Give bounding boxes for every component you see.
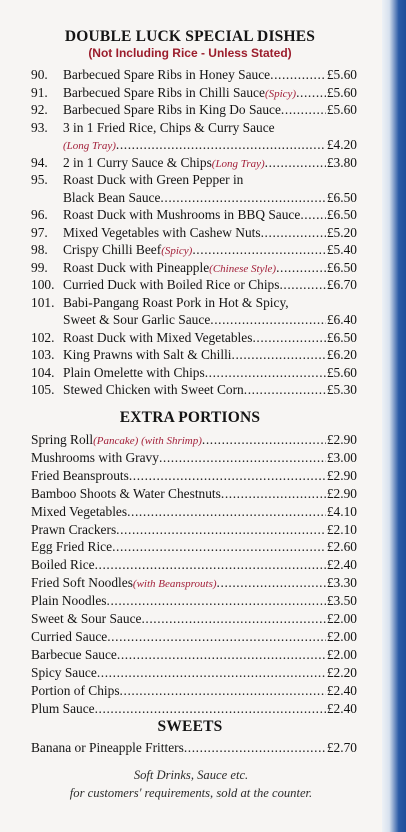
menu-line bbox=[63, 136, 357, 155]
item-name: Banana or Pineapple Fritters bbox=[31, 740, 184, 755]
item-name-continued: Sweet & Sour Garlic Sauce bbox=[63, 312, 211, 327]
leader-dots bbox=[300, 206, 326, 223]
menu-line bbox=[31, 381, 357, 398]
item-price: £3.80 bbox=[326, 154, 357, 170]
leader-dots bbox=[221, 485, 326, 502]
leader-dots bbox=[244, 381, 326, 398]
menu-line bbox=[31, 556, 357, 573]
menu-line bbox=[31, 346, 357, 363]
leader-dots bbox=[129, 467, 326, 484]
menu-line bbox=[31, 574, 357, 593]
leader-dots bbox=[232, 346, 326, 363]
item-price: £6.20 bbox=[326, 347, 357, 362]
item-name: Plain Omelette with Chips bbox=[63, 364, 205, 380]
item-name: Crispy Chilli Beef bbox=[63, 242, 162, 257]
item-name: Plum Sauce bbox=[31, 700, 95, 716]
item-number: 95. bbox=[31, 172, 48, 187]
leader-dots bbox=[261, 224, 326, 241]
item-price: £4.10 bbox=[326, 503, 357, 519]
leader-dots bbox=[252, 329, 325, 346]
item-name: 2 in 1 Curry Sauce & Chips bbox=[63, 154, 212, 170]
footer-line-2: for customers' requirements, sold at the counter. bbox=[69, 786, 313, 800]
leader-dots bbox=[112, 538, 326, 555]
leader-dots bbox=[107, 592, 326, 609]
item-price: £5.60 bbox=[326, 102, 357, 117]
leader-dots bbox=[279, 276, 325, 293]
leader-dots bbox=[159, 449, 326, 466]
item-note: (Chinese Style) bbox=[209, 262, 277, 275]
menu-line bbox=[31, 646, 357, 663]
item-price: £6.40 bbox=[326, 312, 357, 327]
menu-line bbox=[31, 171, 357, 188]
leader-dots bbox=[107, 628, 326, 645]
leader-dots bbox=[95, 700, 326, 717]
item-name: 3 in 1 Fried Rice, Chips & Curry Sauce bbox=[63, 119, 275, 135]
item-note: (Long Tray) bbox=[63, 140, 116, 152]
menu-line bbox=[31, 66, 357, 83]
leader-dots bbox=[160, 189, 325, 206]
menu-line bbox=[31, 276, 357, 293]
sweets-title: SWEETS bbox=[157, 718, 223, 735]
item-name: Spring Roll bbox=[31, 432, 94, 447]
leader-dots bbox=[276, 259, 326, 276]
item-name: Portion of Chips bbox=[31, 682, 120, 698]
leader-dots bbox=[210, 311, 326, 328]
leader-dots bbox=[116, 521, 326, 538]
item-number: 91. bbox=[31, 84, 48, 100]
item-price: £5.60 bbox=[326, 67, 357, 82]
item-price: £6.50 bbox=[326, 189, 357, 205]
leader-dots bbox=[217, 574, 326, 591]
leader-dots bbox=[116, 136, 326, 153]
menu-line bbox=[31, 224, 357, 241]
menu-line bbox=[63, 311, 357, 328]
item-name: Barbecued Spare Ribs in Honey Sauce bbox=[63, 67, 271, 82]
menu-line bbox=[31, 294, 357, 311]
menu-line bbox=[31, 241, 357, 260]
leader-dots bbox=[184, 739, 326, 756]
item-number: 92. bbox=[31, 102, 48, 117]
menu-line bbox=[31, 682, 357, 699]
item-name: Stewed Chicken with Sweet Corn bbox=[63, 382, 244, 397]
menu-line bbox=[31, 84, 357, 103]
menu-line bbox=[31, 610, 357, 627]
item-name: Roast Duck with Mixed Vegetables bbox=[63, 329, 253, 345]
item-price: £2.00 bbox=[326, 628, 357, 644]
item-price: £6.70 bbox=[326, 277, 357, 292]
leader-dots bbox=[205, 364, 326, 381]
menu-line bbox=[31, 485, 357, 502]
item-name: Barbecued Spare Ribs in King Do Sauce bbox=[63, 102, 281, 117]
menu-line bbox=[31, 467, 357, 484]
item-price: £2.00 bbox=[326, 611, 357, 626]
item-name: Barbecued Spare Ribs in Chilli Sauce bbox=[63, 84, 265, 100]
item-note: (Long Tray) bbox=[211, 157, 265, 170]
item-name: Curried Sauce bbox=[31, 628, 108, 644]
menu-line bbox=[31, 538, 357, 555]
item-price: £2.90 bbox=[326, 432, 357, 447]
item-number: 105. bbox=[31, 382, 55, 397]
item-name: Roast Duck with Green Pepper in bbox=[63, 172, 244, 187]
item-name: Roast Duck with Pineapple bbox=[63, 259, 210, 275]
item-name: Spicy Sauce bbox=[31, 664, 97, 680]
item-number: 99. bbox=[31, 259, 48, 275]
item-price: £2.40 bbox=[326, 682, 357, 698]
item-price: £5.40 bbox=[326, 242, 357, 257]
item-name: Mushrooms with Gravy bbox=[31, 449, 159, 465]
menu-line bbox=[31, 664, 357, 681]
menu-line bbox=[63, 189, 357, 206]
menu-line bbox=[31, 364, 357, 381]
menu-line bbox=[31, 119, 357, 136]
item-name: Sweet & Sour Sauce bbox=[31, 611, 142, 626]
item-name: Egg Fried Rice bbox=[31, 539, 113, 555]
item-name: Prawn Crackers bbox=[31, 521, 117, 537]
item-name: Mixed Vegetables bbox=[31, 503, 128, 519]
menu-line bbox=[31, 206, 357, 223]
item-name: Barbecue Sauce bbox=[31, 646, 117, 662]
page-edge-strip bbox=[382, 0, 406, 832]
item-note: (Spicy) bbox=[264, 87, 297, 100]
leader-dots bbox=[117, 646, 326, 663]
item-price: £2.90 bbox=[326, 485, 357, 501]
item-number: 97. bbox=[31, 224, 48, 240]
item-price: £3.00 bbox=[326, 449, 357, 465]
leader-dots bbox=[120, 682, 326, 699]
item-number: 98. bbox=[31, 242, 48, 257]
item-price: £5.30 bbox=[326, 382, 357, 397]
leader-dots bbox=[270, 66, 326, 83]
menu-line bbox=[31, 739, 357, 756]
menu-line bbox=[31, 431, 357, 450]
menu-line bbox=[31, 101, 357, 118]
item-number: 102. bbox=[31, 329, 55, 345]
item-name: Curried Duck with Boiled Rice or Chips bbox=[63, 277, 280, 292]
menu-line bbox=[31, 700, 357, 717]
item-name: Bamboo Shoots & Water Chestnuts bbox=[31, 485, 221, 501]
special-dishes-title: DOUBLE LUCK SPECIAL DISHES bbox=[64, 28, 316, 45]
item-name: Fried Soft Noodles bbox=[31, 575, 133, 591]
footer-line-1: Soft Drinks, Sauce etc. bbox=[133, 768, 249, 782]
item-price: £2.40 bbox=[326, 557, 357, 573]
item-name: Babi-Pangang Roast Pork in Hot & Spicy, bbox=[63, 294, 289, 310]
menu-line bbox=[31, 154, 357, 173]
item-price: £6.50 bbox=[326, 259, 357, 275]
item-number: 104. bbox=[31, 364, 55, 380]
item-price: £5.60 bbox=[326, 84, 357, 100]
item-price: £2.70 bbox=[326, 740, 357, 755]
item-name: King Prawns with Salt & Chilli bbox=[63, 347, 232, 362]
item-price: £3.30 bbox=[326, 575, 357, 591]
item-name: Fried Beansprouts bbox=[31, 467, 129, 483]
item-price: £6.50 bbox=[326, 207, 357, 222]
item-number: 103. bbox=[31, 347, 55, 362]
leader-dots bbox=[95, 556, 326, 573]
item-number: 101. bbox=[31, 294, 55, 310]
item-price: £5.60 bbox=[326, 364, 357, 380]
extra-portions-title: EXTRA PORTIONS bbox=[119, 409, 261, 426]
item-name: Mixed Vegetables with Cashew Nuts bbox=[63, 224, 261, 240]
item-price: £2.00 bbox=[326, 646, 357, 662]
leader-dots bbox=[141, 610, 325, 627]
menu-line bbox=[31, 521, 357, 538]
item-price: £2.90 bbox=[326, 467, 357, 483]
item-price: £2.10 bbox=[326, 521, 357, 537]
item-price: £2.20 bbox=[326, 664, 357, 680]
leader-dots bbox=[192, 241, 326, 258]
item-price: £6.50 bbox=[326, 329, 357, 345]
menu-line bbox=[31, 503, 357, 520]
menu-line bbox=[31, 329, 357, 346]
item-name: Boiled Rice bbox=[31, 557, 95, 573]
item-number: 90. bbox=[31, 67, 48, 82]
item-price: £4.20 bbox=[326, 137, 357, 152]
menu-line bbox=[31, 628, 357, 645]
item-number: 94. bbox=[31, 154, 48, 170]
item-note: (with Beansprouts) bbox=[132, 578, 217, 591]
leader-dots bbox=[281, 101, 326, 118]
menu-line bbox=[31, 259, 357, 278]
item-name: Roast Duck with Mushrooms in BBQ Sauce bbox=[63, 207, 301, 222]
item-price: £3.50 bbox=[326, 593, 357, 609]
leader-dots bbox=[127, 503, 326, 520]
item-note: (Pancake) (with Shrimp) bbox=[93, 435, 202, 447]
item-price: £5.20 bbox=[326, 224, 357, 240]
item-number: 93. bbox=[31, 119, 48, 135]
menu-line bbox=[31, 592, 357, 609]
leader-dots bbox=[97, 664, 326, 681]
item-number: 100. bbox=[31, 277, 55, 292]
special-dishes-subtitle: (Not Including Rice - Unless Stated) bbox=[88, 46, 292, 60]
item-price: £2.60 bbox=[326, 539, 357, 555]
item-name: Plain Noodles bbox=[31, 593, 107, 609]
leader-dots bbox=[202, 431, 326, 448]
item-price: £2.40 bbox=[326, 700, 357, 716]
menu-line bbox=[31, 449, 357, 466]
item-name-continued: Black Bean Sauce bbox=[63, 189, 161, 205]
leader-dots bbox=[265, 154, 326, 171]
leader-dots bbox=[296, 84, 326, 101]
item-number: 96. bbox=[31, 207, 48, 222]
item-note: (Spicy) bbox=[161, 245, 193, 257]
